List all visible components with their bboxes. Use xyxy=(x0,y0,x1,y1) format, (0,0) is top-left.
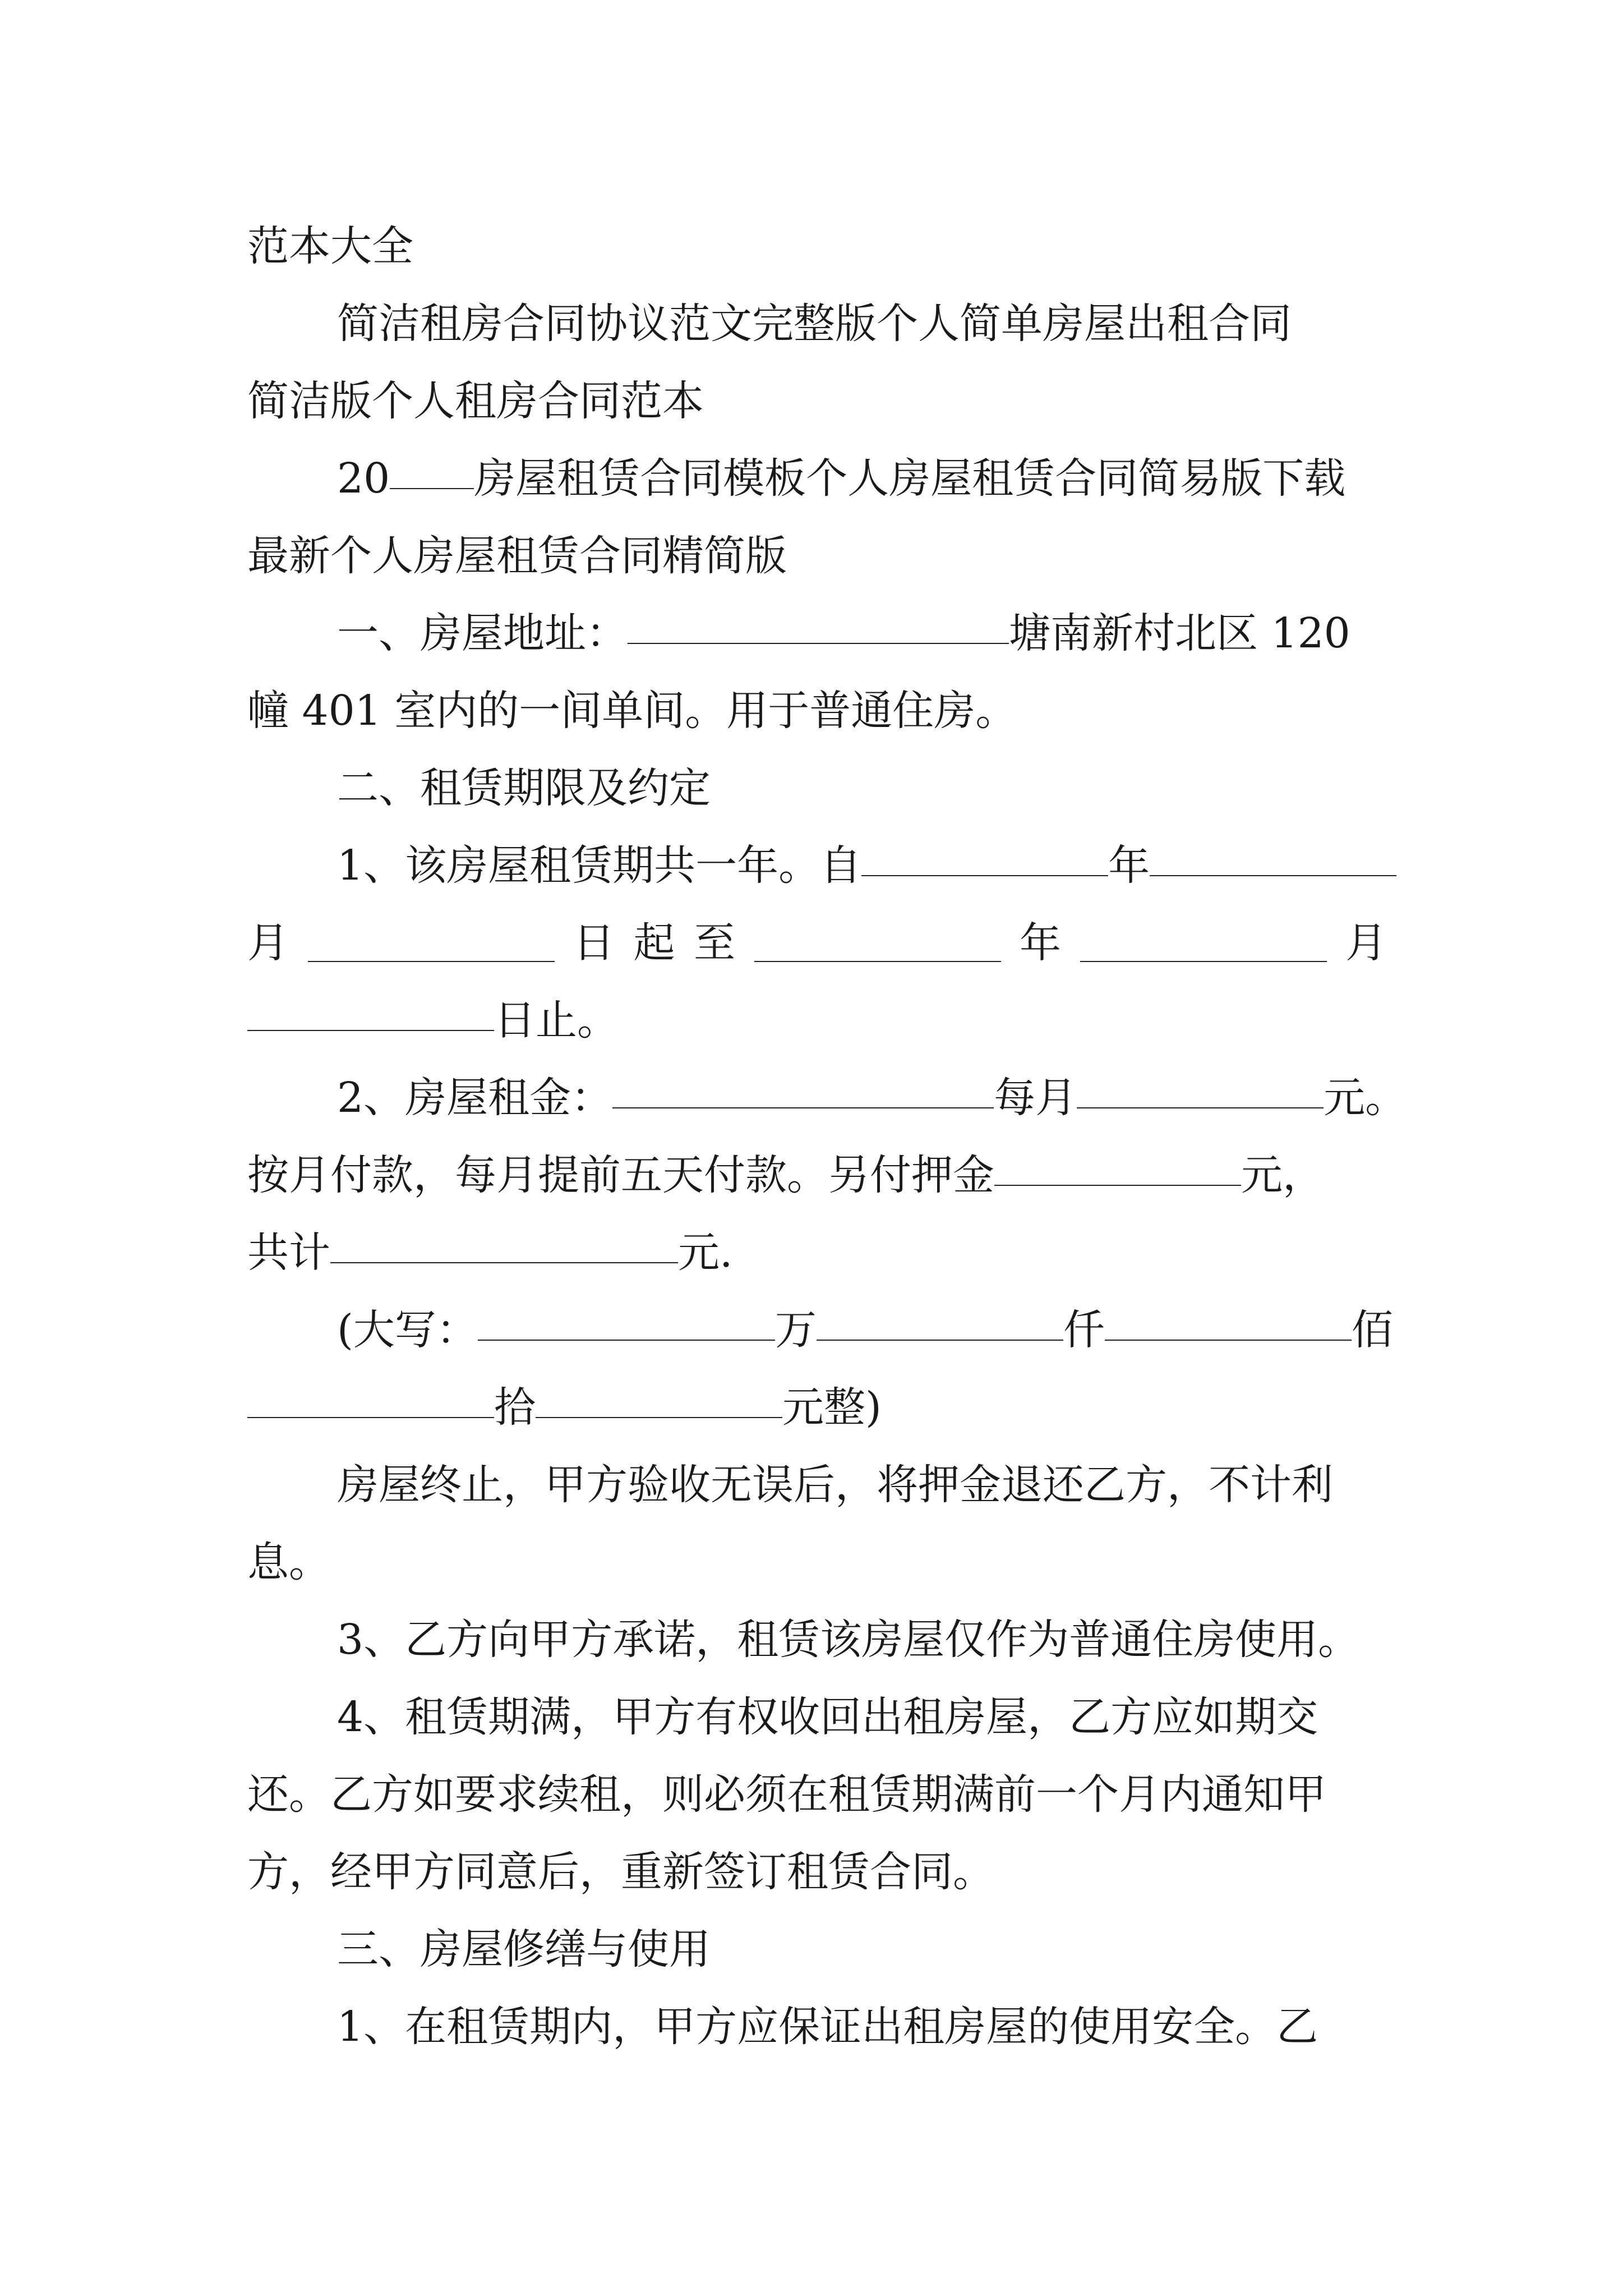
start-month-blank xyxy=(1150,831,1396,876)
section3-heading: 三、房屋修缮与使用 xyxy=(337,1925,711,1973)
capital-line xyxy=(247,1291,1393,1369)
payment-line xyxy=(247,1137,1387,1214)
title-line-1: 简洁租房合同协议范文完整版个人简单房屋出租合同 xyxy=(337,300,1292,348)
subtitle-text: 房屋租赁合同模板个人房屋租赁合同简易版下载 xyxy=(474,454,1346,503)
yuan-close: 元整) xyxy=(782,1383,882,1432)
rent-line xyxy=(247,1059,1407,1137)
bai-label: 佰 xyxy=(1351,1306,1393,1354)
end-year-label: 年 xyxy=(1020,919,1061,967)
document-page xyxy=(247,208,1407,2065)
clause-4-line-2: 还。乙方如要求续租，则必须在租赁期满前一个月内通知甲 xyxy=(247,1770,1326,1819)
address-label: 一、房屋地址： xyxy=(337,609,628,657)
total-line xyxy=(247,1214,1387,1291)
subtitle-line-1 xyxy=(247,440,1387,517)
address-line-2: 幢 401 室内的一间单间。用于普通住房。 xyxy=(247,687,1017,735)
payment-text: 按月付款，每月提前五天付款。另付押金 xyxy=(247,1151,994,1199)
end-year-blank xyxy=(754,917,1001,962)
address-tail: 塘南新村北区 120 xyxy=(1009,609,1350,657)
end-month-blank xyxy=(1080,917,1327,962)
address-line xyxy=(247,595,1387,672)
wan-blank xyxy=(478,1296,775,1341)
qian-label: 仟 xyxy=(1063,1306,1105,1354)
rent-blank xyxy=(612,1064,994,1108)
total-blank xyxy=(330,1218,678,1263)
title-line-2: 简洁版个人租房合同范本 xyxy=(247,377,704,425)
capital-open: (大写： xyxy=(337,1306,478,1354)
zhi-label: 至 xyxy=(694,919,735,967)
end-month-label: 月 xyxy=(1345,919,1387,967)
wan-label: 万 xyxy=(774,1306,817,1354)
monthly-amount-blank xyxy=(1077,1064,1324,1108)
clause-4-line-3: 方，经甲方同意后，重新签订租赁合同。 xyxy=(247,1848,994,1896)
shi-label: 拾 xyxy=(494,1383,536,1432)
end-day-blank xyxy=(247,986,494,1031)
start-year-blank xyxy=(861,831,1108,876)
deposit-return-line: 房屋终止，甲方验收无误后，将押金退还乙方，不计利 xyxy=(337,1461,1333,1509)
qian-blank xyxy=(817,1296,1063,1341)
subtitle-year-prefix: 20 xyxy=(337,454,390,503)
year-label: 年 xyxy=(1108,841,1150,890)
per-month-label: 每月 xyxy=(994,1074,1077,1122)
yuan-comma: 元， xyxy=(1241,1151,1324,1199)
rent-label: 2、房屋租金： xyxy=(337,1074,613,1122)
month-label: 月 xyxy=(247,919,289,967)
term-line xyxy=(247,827,1387,904)
yuan-blank xyxy=(536,1373,782,1418)
start-day-blank xyxy=(308,917,555,962)
qi-label: 起 xyxy=(633,919,675,967)
clause-4-line-1: 4、租赁期满，甲方有权收回出租房屋，乙方应如期交 xyxy=(337,1693,1318,1741)
end-day-label: 日止。 xyxy=(494,996,619,1045)
day-label: 日 xyxy=(573,919,615,967)
section3-clause-1: 1、在租赁期内，甲方应保证出租房屋的使用安全。乙 xyxy=(337,2003,1318,2051)
yuan-dot: 元. xyxy=(678,1228,733,1277)
section2-heading: 二、租赁期限及约定 xyxy=(337,764,711,812)
address-blank xyxy=(628,599,1009,644)
document-header: 范本大全 xyxy=(247,222,413,270)
term-line-3 xyxy=(247,982,1387,1059)
year-blank xyxy=(390,444,474,489)
bai-blank xyxy=(1105,1296,1352,1341)
shi-blank xyxy=(247,1373,494,1418)
yuan-period: 元。 xyxy=(1324,1074,1407,1122)
deposit-return-line-2: 息。 xyxy=(247,1538,330,1586)
clause-3: 3、乙方向甲方承诺，租赁该房屋仅作为普通住房使用。 xyxy=(337,1616,1360,1664)
term-line-2 xyxy=(247,904,1387,982)
deposit-blank xyxy=(994,1141,1241,1186)
subtitle-line-2: 最新个人房屋租赁合同精简版 xyxy=(247,532,787,580)
capital-line-2 xyxy=(247,1369,1387,1446)
term-intro: 1、该房屋租赁期共一年。自 xyxy=(337,841,862,890)
total-label: 共计 xyxy=(247,1228,330,1277)
